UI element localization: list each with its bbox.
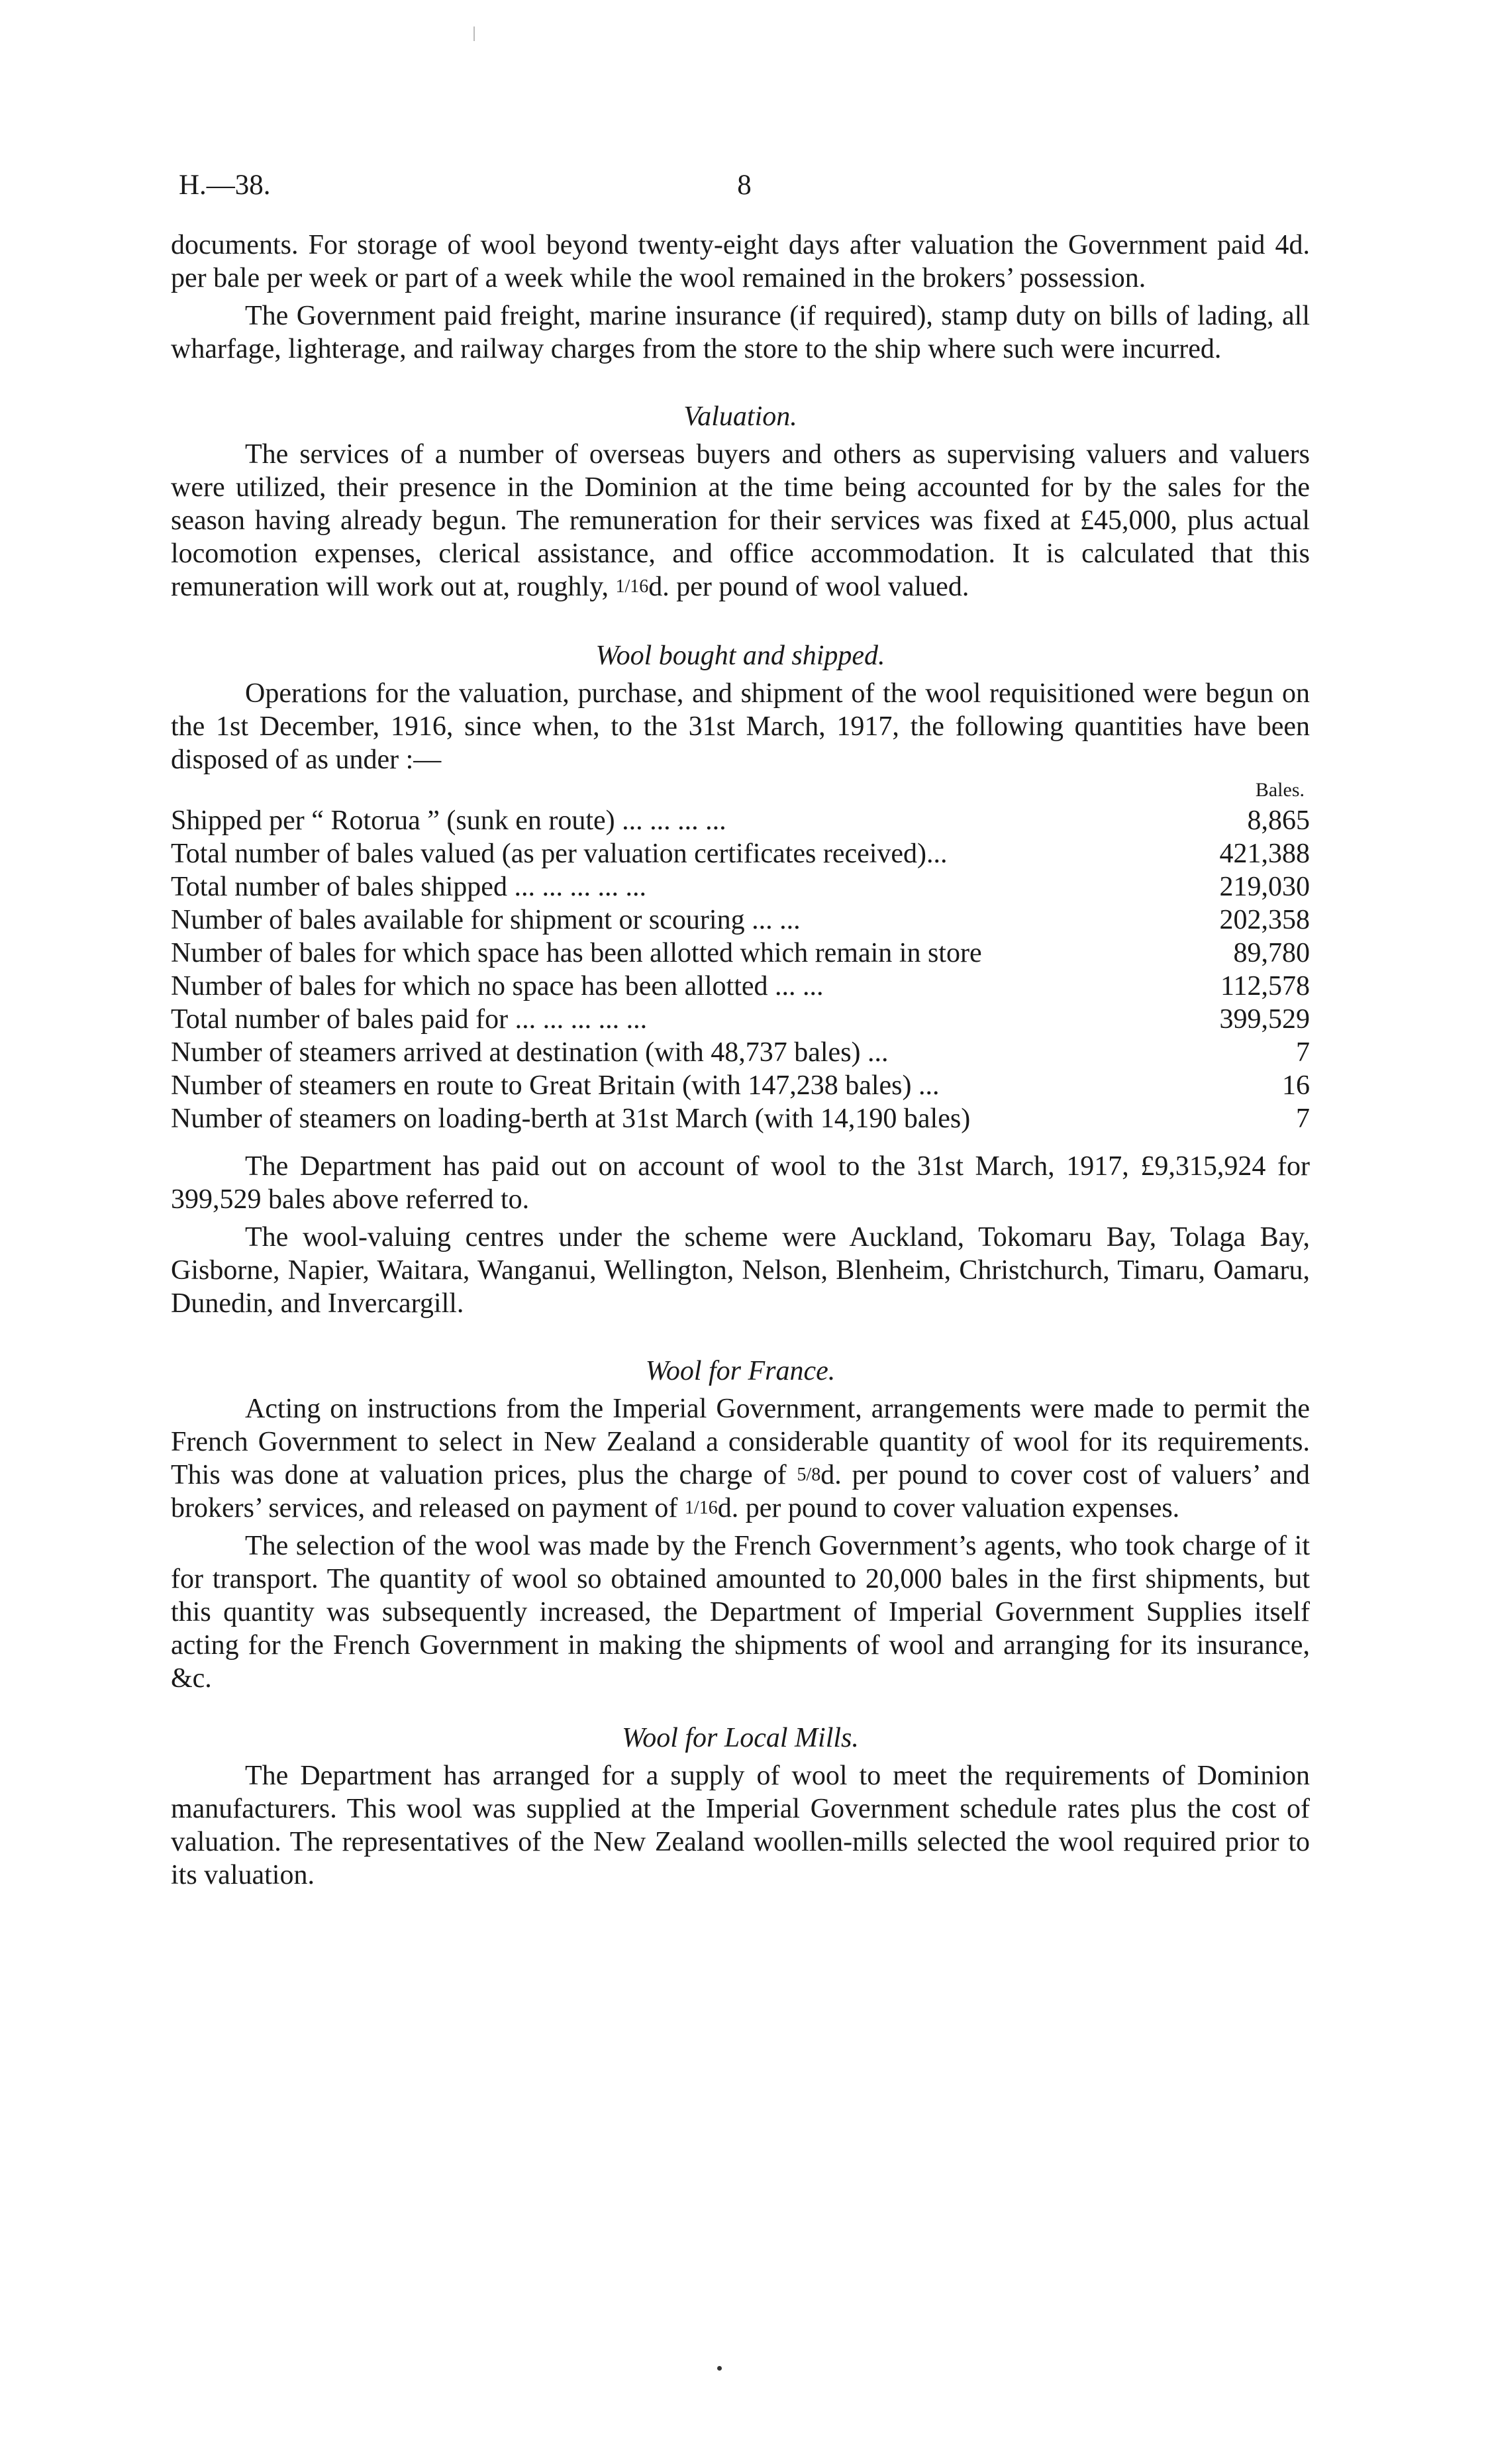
paragraph-payments: The Department has paid out on account of wool to the 31st March, 1917, £9,315,924 for 399,529 bales above referred to. xyxy=(171,1151,1310,1215)
paragraph-storage: documents. For storage of wool beyond twenty-eight days after valuation the Government paid 4d. per bale per week or part of a week while the wool remained in the brokers’ possession. xyxy=(171,230,1310,293)
page-header xyxy=(179,169,1310,209)
row-label: Number of bales for which space has been allotted which remain in store xyxy=(171,938,982,968)
bales-table xyxy=(171,776,1310,1135)
document-reference: H.—38. xyxy=(179,170,271,201)
page-number: 8 xyxy=(737,170,752,201)
fraction-one-sixteenth: 1/16 xyxy=(615,576,649,597)
paragraph-local-mills: The Department has arranged for a supply of wool to meet the requirements of Dominion manufacturers. This wool was supplied at the Imperial Government schedule rates plus the cost of valuation. The representatives of the New Zealand woollen-mills selected the wool required prior to its valuation. xyxy=(171,1761,1310,1890)
row-value: 8,865 xyxy=(1247,805,1310,836)
row-value: 202,358 xyxy=(1219,905,1310,935)
scan-mark-top xyxy=(473,26,475,41)
table-row xyxy=(171,837,1310,870)
row-label: Shipped per “ Rotorua ” (sunk en route) ... ... ... ... xyxy=(171,805,726,836)
fraction-five-eighths: 5/8 xyxy=(797,1464,821,1485)
row-value: 16 xyxy=(1282,1070,1310,1101)
table-row xyxy=(171,1003,1310,1036)
table-row xyxy=(171,970,1310,1003)
row-value: 219,030 xyxy=(1219,872,1310,902)
document-body xyxy=(171,229,1310,1892)
row-label: Total number of bales paid for ... ... ... ... ... xyxy=(171,1004,648,1035)
table-row xyxy=(171,937,1310,970)
row-label: Number of steamers en route to Great Britain (with 147,238 bales) ... xyxy=(171,1070,940,1101)
valuation-text: The services of a number of overseas buyers and others as supervising valuers and valuers were utilized, their presence in the Dominion at the time being accounted for by the sales for the season having already begun. The remuneration for their services was fixed at £45,000, plus actual locomotion expenses, clerical assistance, and office accommodation. It is calculated that this remuneration will work out at, roughly, xyxy=(171,439,1310,602)
paragraph-operations: Operations for the valuation, purchase, and shipment of the wool requisitioned were begun on the 1st December, 1916, since when, to the 31st March, 1917, the following quantities have been disposed of as under :— xyxy=(171,678,1310,775)
table-row xyxy=(171,903,1310,937)
paragraph-valuing-centres: The wool-valuing centres under the scheme were Auckland, Tokomaru Bay, Tolaga Bay, Gisborne, Napier, Waitara, Wanganui, Wellington, Nelson, Blenheim, Christchurch, Timaru, Oamaru, Dunedin, and Invercargill. xyxy=(171,1222,1310,1319)
row-value: 7 xyxy=(1296,1104,1310,1134)
table-row xyxy=(171,1036,1310,1069)
paragraph-france-arrangements xyxy=(171,1392,1310,1525)
heading-wool-for-france: Wool for France. xyxy=(645,1356,836,1386)
row-value: 399,529 xyxy=(1219,1004,1310,1035)
table-row xyxy=(171,870,1310,903)
france-text-a: Acting on instructions from the Imperial Government, arrangements were made to permit the French Government to select in New Zealand a considerable quantity of wool for its requirements. This was done at valuation prices, plus the charge of xyxy=(171,1394,1310,1490)
paragraph-france-selection: The selection of the wool was made by the French Government’s agents, who took charge of it for transport. The quantity of wool so obtained amounted to 20,000 bales in the first shipments, but this quantity was subsequently increased, the Department of Imperial Government Supplies itself acting for the French Government in making the shipments of wool and arranging for its insurance, &c. xyxy=(171,1531,1310,1694)
fraction-one-sixteenth: 1/16 xyxy=(684,1498,718,1518)
row-value: 7 xyxy=(1296,1037,1310,1068)
row-value: 112,578 xyxy=(1220,971,1310,1001)
france-text-b: d. per pound to cover cost of valuers’ and brokers’ services, and released on payment of xyxy=(171,1460,1310,1523)
row-label: Total number of bales shipped ... ... ... ... ... xyxy=(171,872,646,902)
row-label: Number of steamers on loading-berth at 31st March (with 14,190 bales) xyxy=(171,1104,971,1134)
table-row xyxy=(171,1069,1310,1102)
heading-wool-for-local-mills: Wool for Local Mills. xyxy=(622,1723,859,1753)
row-label: Number of bales available for shipment or scouring ... ... xyxy=(171,905,801,935)
heading-wool-bought-shipped: Wool bought and shipped. xyxy=(595,641,885,671)
paragraph-freight: The Government paid freight, marine insurance (if required), stamp duty on bills of lading, all wharfage, lighterage, and railway charges from the store to the ship where such were incurred. xyxy=(171,301,1310,364)
row-value: 89,780 xyxy=(1233,938,1310,968)
heading-valuation: Valuation. xyxy=(683,401,797,432)
valuation-text-end: d. per pound of wool valued. xyxy=(648,572,969,602)
scan-dot xyxy=(717,2366,722,2371)
bales-column-header: Bales. xyxy=(1255,779,1305,801)
paragraph-valuation xyxy=(171,438,1310,603)
table-row xyxy=(171,804,1310,837)
row-label: Number of steamers arrived at destination (with 48,737 bales) ... xyxy=(171,1037,889,1068)
france-text-c: d. per pound to cover valuation expenses. xyxy=(717,1493,1180,1523)
row-label: Total number of bales valued (as per valuation certificates received)... xyxy=(171,839,948,869)
row-label: Number of bales for which no space has been allotted ... ... xyxy=(171,971,824,1001)
row-value: 421,388 xyxy=(1219,839,1310,869)
table-row xyxy=(171,1102,1310,1135)
